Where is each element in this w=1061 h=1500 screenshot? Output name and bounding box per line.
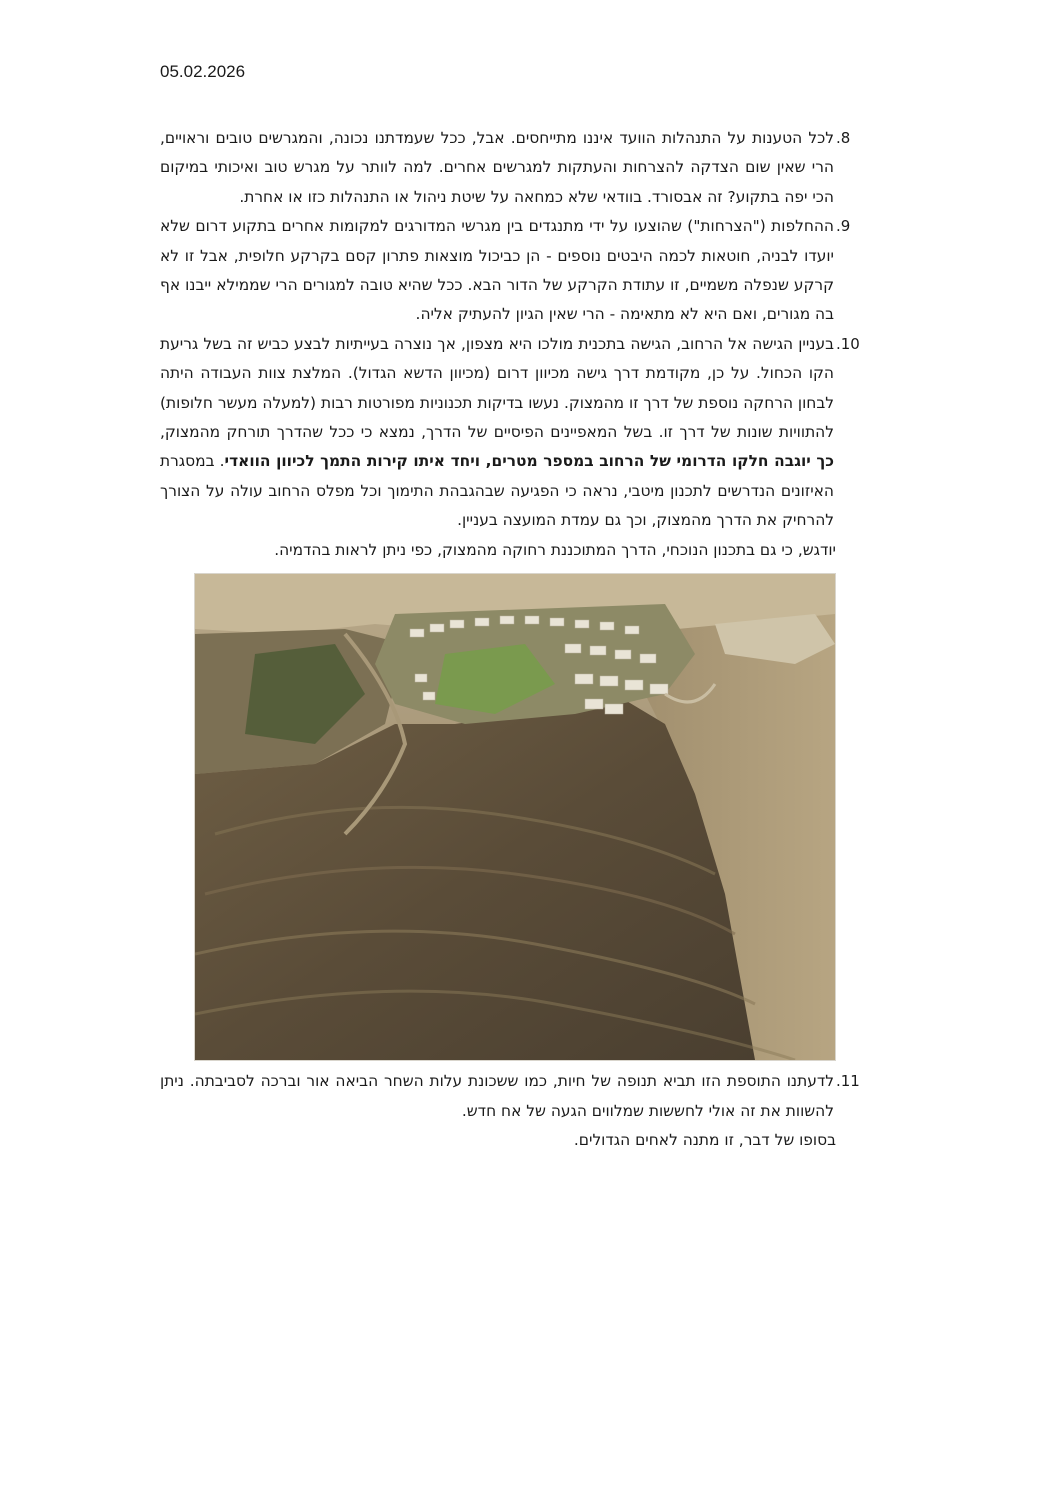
item-text bbox=[160, 330, 834, 536]
item-number: .9 bbox=[836, 217, 851, 236]
list-item-11 bbox=[160, 1067, 872, 1126]
document-date: 05.02.2026 bbox=[160, 62, 246, 81]
item-number: .10 bbox=[836, 334, 860, 353]
item-continuation: יודגש, כי גם בתכנון הנוכחי, הדרך המתוכננת רחוקה מהמצוק, כפי ניתן לראות בהדמיה. bbox=[274, 540, 836, 559]
list-item-9 bbox=[160, 212, 872, 330]
item-number: .8 bbox=[836, 129, 851, 147]
list-item-8 bbox=[160, 124, 872, 212]
item-text-part: בעניין הגישה אל הרחוב, הגישה בתכנית מולכו היא מצפון, אך נוצרה בעייתיות לבצע כביש זה בשל גריעת הקו הכחול. על כן, מקודמת דרך גישה מכיוון דרום (מכיוון הדשא הגדול). המלצת צוות העבודה היתה לבחון הרחקה נוספת של דרך זו מהמצוק. נעשו בדיקות תכנוניות מפורטות רבות (למעלה מעשר חלופות) להתוויות שונות של דרך זו. בשל המאפיינים הפיסיים של הדרך, נמצא כי ככל שהדרך תורחק מהמצוק, bbox=[160, 334, 834, 442]
item-text: ההחלפות ("הצרחות") שהוצעו על ידי מתנגדים בין מגרשי המדורגים למקומות אחרים בתקוע דרום שלא יועדו לבניה, חוטאות לכמה היבטים נוספים - הן כביכול מוצאות פתרון קסם בקרקע חלופית, אבל זו לא קרקע שנפלה משמיים, זו עתודת הקרקע של הדור הבא. ככל שהיא טובה למגורים הרי שממילא ייבנו אף בה מגורים, ואם היא לא מתאימה - הרי שאין הגיון להעתיק אליה. bbox=[160, 217, 834, 324]
item-text: לדעתנו התוספת הזו תביא תנופה של חיות, כמו ששכונת עלות השחר הביאה אור וברכה לסביבתה. ניתן להשוות את זה אולי לחששות שמלווים הגעה של אח חדש. bbox=[160, 1072, 834, 1120]
item-number: .11 bbox=[836, 1072, 860, 1091]
item-text-bold: כך יוגבה חלקו הדרומי של הרחוב במספר מטרים, ויחד איתו קירות התמך לכיוון הוואדי bbox=[224, 452, 834, 471]
item-continuation: בסופו של דבר, זו מתנה לאחים הגדולים. bbox=[573, 1130, 836, 1149]
item-text: לכל הטענות על התנהלות הוועד איננו מתייחסים. אבל, ככל שעמדתנו נכונה, והמגרשים טובים וראויים, הרי שאין שום הצדקה להצרחות והעתקות למגרשים אחרים. למה לוותר על מגרש טוב ואיכותי במיקום הכי יפה בתקוע? זה אבסורד. בוודאי שלא כמחאה על שיטת ניהול או התנהלות כזו או אחרת. bbox=[160, 129, 834, 206]
aerial-photo-drawing bbox=[195, 574, 835, 1060]
item-text-part: . במסגרת האיזונים הנדרשים לתכנון מיטבי, נראה כי הפגיעה שבהגבהת התימוך וכל מפלס הרחוב עולה על הצורך להרחיק את הדרך מהמצוק, וכך גם עמדת המועצה בעניין. bbox=[160, 452, 834, 530]
list-item-10 bbox=[160, 330, 872, 536]
aerial-simulation-image bbox=[194, 573, 836, 1061]
document-body bbox=[160, 124, 872, 1155]
